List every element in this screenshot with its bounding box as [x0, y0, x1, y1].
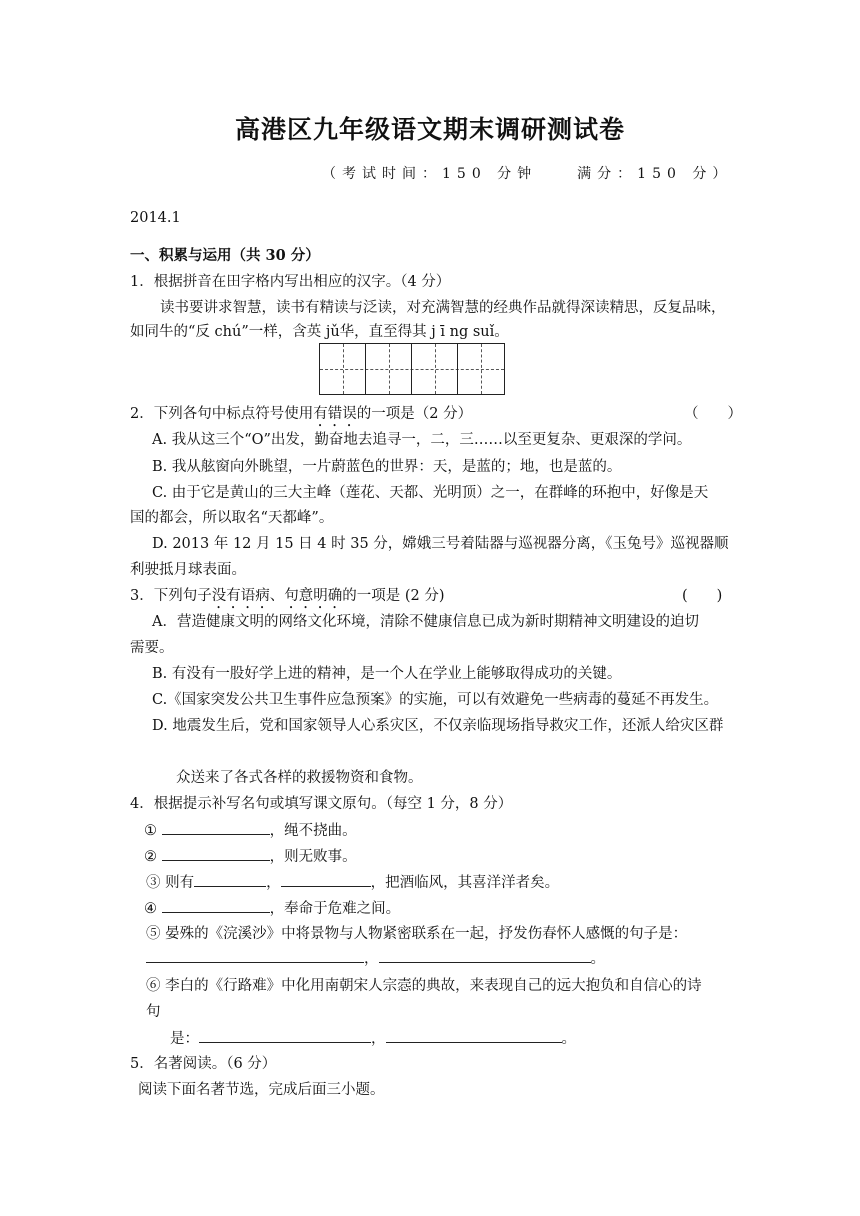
q3-option-d-line2: 众送来了各式各样的救援物资和食物。	[176, 770, 423, 786]
q2-option-c-line2: 国的都会，所以取名“天都峰”。	[130, 510, 334, 526]
q3-option-a-line2: 需要。	[130, 640, 174, 656]
answer-blank[interactable]	[281, 872, 371, 887]
answer-blank[interactable]	[162, 846, 270, 861]
section-heading: 一、积累与运用（共 30 分）	[130, 247, 320, 264]
grid-cell	[458, 344, 504, 394]
q4-item-6-line1: ⑥ 李白的《行路难》中化用南朝宋人宗悫的典故，来表现自己的远大抱负和自信心的诗	[146, 978, 702, 994]
q4-item-4: ④ ，奉命于危难之间。	[144, 898, 400, 919]
q3-option-d-line1: D. 地震发生后，党和国家领导人心系灾区，不仅亲临现场指导救灾工作，还派人给灾区群	[152, 718, 724, 734]
q4-item-2: ② ，则无败事。	[144, 846, 357, 867]
q4-item-5: ⑤ 晏殊的《浣溪沙》中将景物与人物紧密联系在一起，抒发伤春怀人感慨的句子是：	[146, 926, 688, 942]
grid-cell	[366, 344, 412, 394]
q4-item-6-blanks: 是： ， 。	[170, 1028, 576, 1049]
answer-blank[interactable]	[386, 1028, 562, 1043]
q2-option-a: A. 我从这三个“O”出发，勤奋地去追寻一，二，三……以至更复杂、更艰深的学问。	[152, 432, 692, 448]
q4-item-6-line2: 句	[146, 1004, 161, 1020]
q1-text-line1: 读书要讲求智慧，读书有精读与泛读，对充满智慧的经典作品就得深读精思，反复品味，	[160, 300, 726, 316]
answer-blank[interactable]	[199, 1028, 371, 1043]
q3-option-b: B. 有没有一股好学上进的精神，是一个人在学业上能够取得成功的关键。	[152, 666, 622, 682]
q1-text-line2: 如同牛的“反 chú”一样，含英 jǔ华，直至得其 j ī ng suǐ。	[130, 324, 509, 340]
q3-option-c: C.《国家突发公共卫生事件应急预案》的实施，可以有效避免一些病毒的蔓延不再发生。	[152, 692, 719, 708]
answer-blank[interactable]	[379, 948, 591, 963]
answer-blank[interactable]	[146, 948, 364, 963]
q5-instruction: 阅读下面名著节选，完成后面三小题。	[138, 1082, 385, 1098]
q4-item-5-blanks: ， 。	[146, 948, 605, 969]
q5-prompt: 5．名著阅读。（6 分）	[130, 1056, 277, 1072]
answer-blank[interactable]	[162, 820, 270, 835]
q1-prompt: 1．根据拼音在田字格内写出相应的汉字。（4 分）	[130, 274, 451, 290]
q3-prompt: 3．下列句子没有语病、句意明确的一项是 (2 分)	[130, 588, 445, 604]
exam-date: 2014.1	[130, 210, 181, 226]
q2-option-d-line1: D. 2013 年 12 月 15 日 4 时 35 分，嫦娥三号着陆器与巡视器分离，《玉兔号》巡视器顺	[152, 536, 729, 552]
grid-cell	[320, 344, 366, 394]
answer-blank[interactable]	[194, 872, 266, 887]
q2-answer-paren[interactable]: （ ）	[684, 406, 742, 422]
grid-cell	[412, 344, 458, 394]
q2-prompt: 2．下列各句中标点符号使用有错误的一项是（2 分）	[130, 406, 473, 422]
q4-prompt: 4．根据提示补写名句或填写课文原句。（每空 1 分，8 分）	[130, 796, 513, 812]
exam-subtitle: （考试时间：150 分钟 满分：150 分）	[322, 166, 733, 182]
tian-zi-grid[interactable]	[319, 343, 505, 395]
q3-option-a-line1: A．营造健康文明的网络文化环境，清除不健康信息已成为新时期精神文明建设的迫切	[152, 614, 699, 630]
q2-option-b: B. 我从舷窗向外眺望，一片蔚蓝色的世界：天，是蓝的；地，也是蓝的。	[152, 459, 622, 475]
q3-answer-paren[interactable]: ( )	[682, 588, 723, 604]
q4-item-1: ① ，绳不挠曲。	[144, 820, 357, 841]
q2-option-c-line1: C. 由于它是黄山的三大主峰（莲花、天都、光明顶）之一，在群峰的环抱中，好像是天	[152, 485, 709, 501]
q4-item-3: ③ 则有 ， ，把酒临风，其喜洋洋者矣。	[146, 872, 559, 893]
page-title: 高港区九年级语文期末调研测试卷	[234, 115, 625, 144]
q2-option-d-line2: 利驶抵月球表面。	[130, 562, 246, 578]
answer-blank[interactable]	[162, 898, 270, 913]
